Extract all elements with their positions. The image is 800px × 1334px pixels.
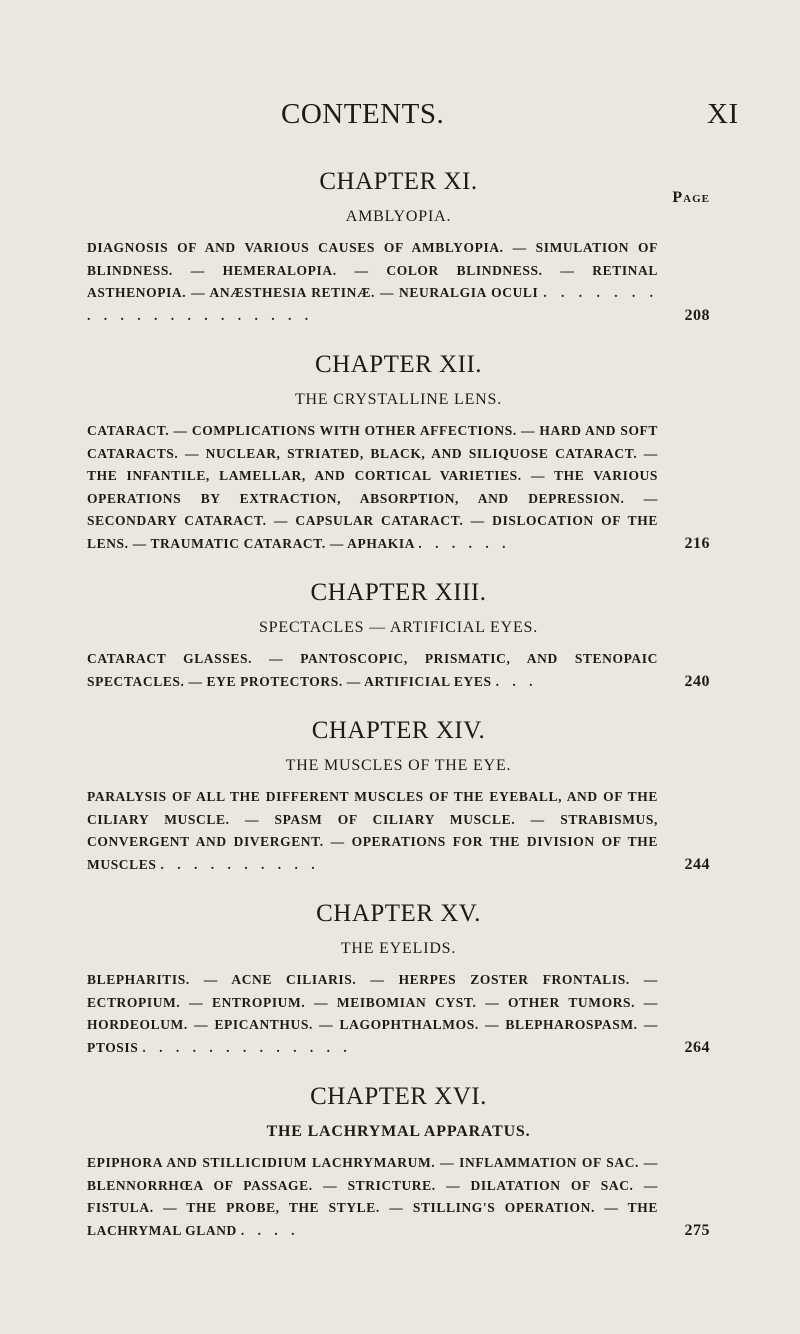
chapter-heading: CHAPTER XIV. bbox=[311, 717, 486, 744]
entry-text: CATARACT. — COMPLICATIONS WITH OTHER AFFECTIONS. — HARD AND SOFT CATARACTS. — NUCLEAR, STRIATED, BLACK, AND SILIQUOSE CATARACT. — THE INFANTILE, LAMELLAR, AND CORTICAL VARIETIES. — THE VARIOUS OPERATIONS BY EXTRACTION, ABSORPTION, AND DEPRESSION. — SECONDARY CATARACT. — CAPSULAR CATARACT. — DISLOCATION OF THE LENS. — TRAUMATIC CATARACT. — APHAKIA bbox=[87, 423, 658, 551]
chapter-heading: CHAPTER XII. bbox=[314, 351, 483, 378]
dot-leader: . . . . . . . . . . . . . . . . . . . . . bbox=[87, 285, 659, 323]
chapter-title: THE EYELIDS. bbox=[340, 940, 457, 957]
chapter-12 bbox=[87, 350, 710, 555]
chapter-entry bbox=[87, 420, 710, 555]
running-head bbox=[0, 98, 800, 138]
chapter-title: AMBLYOPIA. bbox=[345, 208, 452, 225]
chapter-entry bbox=[87, 1152, 710, 1242]
entry-text: BLEPHARITIS. — ACNE CILIARIS. — HERPES ZOSTER FRONTALIS. — ECTROPIUM. — ENTROPIUM. — MEIBOMIAN CYST. — OTHER TUMORS. — HORDEOLUM. — EPICANTHUS. — LAGOPHTHALMOS. — BLEPHAROSPASM. — PTOSIS bbox=[87, 972, 658, 1055]
entry-text: EPIPHORA AND STILLICIDIUM LACHRYMARUM. — INFLAMMATION OF SAC. — BLENNORRHŒA OF PASSAGE. — STRICTURE. — DILATATION OF SAC. — FISTULA. — THE PROBE, THE STYLE. — STILLING'S OPERATION. — THE LACHRYMAL GLAND bbox=[87, 1155, 658, 1238]
chapter-entry bbox=[87, 969, 710, 1059]
chapter-heading: CHAPTER XV. bbox=[316, 900, 481, 927]
page-number: 216 bbox=[684, 534, 710, 552]
page-number: 275 bbox=[684, 1221, 710, 1239]
page-column-label: Page bbox=[672, 189, 710, 206]
chapter-15 bbox=[87, 899, 710, 1059]
page-number: 264 bbox=[684, 1038, 710, 1056]
entry-text: CATARACT GLASSES. — PANTOSCOPIC, PRISMATIC, AND STENOPAIC SPECTACLES. — EYE PROTECTORS. — ARTIFICIAL EYES bbox=[87, 651, 658, 689]
chapter-heading: CHAPTER XIII. bbox=[310, 579, 487, 606]
chapter-heading: CHAPTER XVI. bbox=[310, 1083, 487, 1110]
dot-leader: . . . . . . . . . . . . . bbox=[142, 1039, 352, 1055]
page-folio: XI bbox=[707, 98, 739, 130]
page-number: 244 bbox=[684, 855, 710, 873]
entry-text: DIAGNOSIS OF AND VARIOUS CAUSES OF AMBLYOPIA. — SIMULATION OF BLINDNESS. — HEMERALOPIA. — COLOR BLINDNESS. — RETINAL ASTHENOPIA. — ANÆSTHESIA RETINÆ. — NEURALGIA OCULI bbox=[87, 240, 658, 300]
dot-leader: . . . . . . . . . . bbox=[160, 856, 320, 872]
chapter-16 bbox=[87, 1082, 710, 1242]
dot-leader: . . . bbox=[495, 673, 538, 689]
chapter-entry bbox=[87, 648, 710, 693]
dot-leader: . . . . . . bbox=[418, 535, 511, 551]
dot-leader: . . . . bbox=[240, 1222, 300, 1238]
chapter-title: THE MUSCLES OF THE EYE. bbox=[285, 757, 512, 774]
page-number: 208 bbox=[684, 306, 710, 324]
entry-text: PARALYSIS OF ALL THE DIFFERENT MUSCLES OF THE EYEBALL, AND OF THE CILIARY MUSCLE. — SPASM OF CILIARY MUSCLE. — STRABISMUS, CONVERGENT AND DIVERGENT. — OPERATIONS FOR THE DIVISION OF THE MUSCLES bbox=[87, 789, 658, 872]
chapter-14 bbox=[87, 716, 710, 876]
chapter-13 bbox=[87, 578, 710, 693]
contents-list bbox=[87, 167, 710, 1265]
chapter-heading: CHAPTER XI. bbox=[319, 168, 478, 195]
chapter-title: SPECTACLES — ARTIFICIAL EYES. bbox=[258, 619, 539, 636]
chapter-title: THE LACHRYMAL APPARATUS. bbox=[266, 1123, 531, 1140]
page-number: 240 bbox=[684, 672, 710, 690]
chapter-11 bbox=[87, 167, 710, 327]
chapter-entry bbox=[87, 237, 710, 327]
running-head-title: CONTENTS. bbox=[281, 98, 445, 130]
chapter-entry bbox=[87, 786, 710, 876]
chapter-title: THE CRYSTALLINE LENS. bbox=[294, 391, 503, 408]
